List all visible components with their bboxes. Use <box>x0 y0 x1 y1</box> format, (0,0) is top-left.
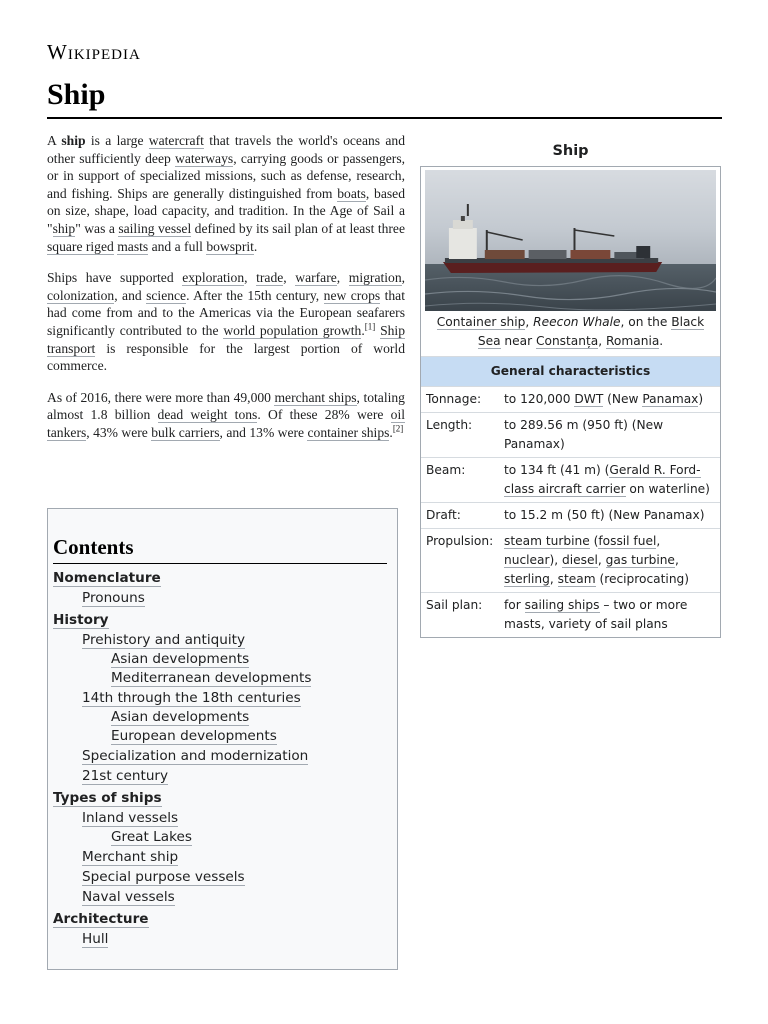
toc-item[interactable] <box>53 910 397 929</box>
text: . After the 15th century, <box>186 287 324 303</box>
text: (New <box>603 392 643 406</box>
link-steam-turbine[interactable]: steam turbine <box>504 534 590 548</box>
toc-item[interactable] <box>53 767 397 786</box>
link-ship[interactable]: ship <box>52 220 76 236</box>
text: A <box>47 133 62 148</box>
text: , on the <box>620 315 672 329</box>
text: (reciprocating) <box>595 572 690 586</box>
toc-item[interactable] <box>53 589 397 608</box>
link-romania[interactable]: Romania <box>606 334 660 348</box>
toc-item-label: Special purpose vessels <box>82 869 245 885</box>
text: , and 13% were <box>219 424 308 440</box>
infobox-row-beam <box>421 457 720 502</box>
row-value <box>504 596 720 634</box>
link-ship-transport[interactable]: Ship transport <box>47 322 406 356</box>
text: . <box>253 238 258 254</box>
toc-item[interactable] <box>53 789 397 808</box>
text: " was a <box>75 220 119 236</box>
title-divider <box>47 117 722 119</box>
toc-item-label: Inland vessels <box>82 810 179 826</box>
text: is responsible for the largest portion of world commerce. <box>47 340 405 374</box>
link-warfare[interactable]: warfare <box>295 270 337 286</box>
text: As of 2016, there were more than 49,000 <box>47 389 275 405</box>
reference-2[interactable]: [2] <box>392 423 404 434</box>
text: , <box>597 553 606 567</box>
toc-item[interactable] <box>53 727 397 746</box>
infobox-row-propulsion <box>421 528 720 592</box>
link-waterways[interactable]: waterways <box>175 150 234 166</box>
text: Ships have supported <box>47 270 183 286</box>
text: to 120,000 <box>504 392 575 406</box>
row-label: Length: <box>426 418 473 432</box>
row-value: to 289.56 m (950 ft) (New Panamax) <box>504 418 664 451</box>
text: , <box>549 572 558 586</box>
text: – two or more masts, variety of sail plans <box>504 598 688 631</box>
link-exploration[interactable]: exploration <box>182 270 245 286</box>
toc-item[interactable] <box>53 689 397 708</box>
row-label: Tonnage: <box>426 392 482 406</box>
toc-item-label: Naval vessels <box>82 889 175 905</box>
link-boats[interactable]: boats <box>337 185 366 201</box>
row-value <box>504 390 720 409</box>
infobox-row-sail-plan <box>421 592 720 637</box>
text: . <box>389 424 393 440</box>
container-ship-photo <box>425 170 716 311</box>
link-black-sea[interactable]: Black Sea <box>477 315 705 348</box>
toc-item[interactable] <box>53 930 397 949</box>
text: ( <box>589 534 599 548</box>
toc-item[interactable] <box>53 569 397 588</box>
text: defined by its sail plan of at least three <box>191 220 405 236</box>
toc-item[interactable] <box>53 669 397 688</box>
link-constanta[interactable]: Constanța <box>535 334 599 348</box>
ship-name: Reecon Whale <box>533 315 621 329</box>
text: on waterline) <box>625 482 710 496</box>
text: near <box>500 334 536 348</box>
text: , <box>525 315 534 329</box>
infobox-table <box>420 166 721 638</box>
text: , 43% were <box>86 424 152 440</box>
table-of-contents <box>47 508 398 970</box>
image-caption <box>421 311 720 356</box>
page-title: Ship <box>47 78 106 111</box>
text: that had come from and to the Americas via the European seafarers significantly contributed to the <box>47 287 405 338</box>
infobox-row-tonnage <box>421 386 720 412</box>
article-body <box>47 132 405 456</box>
toc-item[interactable] <box>53 809 397 828</box>
toc-item-label: 21st century <box>82 768 169 784</box>
link-sailing-ships[interactable]: sailing ships <box>524 598 600 612</box>
toc-item-label: Great Lakes <box>111 829 192 845</box>
infobox-caption: Ship <box>552 143 589 159</box>
link-fossil-fuel[interactable]: fossil fuel <box>598 534 657 548</box>
infobox-header: General characteristics <box>421 356 720 386</box>
toc-item-label: History <box>53 612 109 628</box>
link-migration[interactable]: migration <box>348 270 402 286</box>
link-square-riged[interactable]: square riged <box>47 238 114 254</box>
link-sailing-vessel[interactable]: sailing vessel <box>118 220 192 236</box>
text: . <box>659 334 664 348</box>
toc-item[interactable] <box>53 828 397 847</box>
text: is a large <box>85 133 149 148</box>
link-bowsprit[interactable]: bowsprit <box>206 238 254 254</box>
row-label: Draft: <box>426 508 461 522</box>
text: , based on size, shape, load capacity, and tradition. In the Age of Sail a " <box>47 185 406 236</box>
link-ford-class-carrier[interactable]: Gerald R. Ford-class aircraft carrier <box>504 463 701 496</box>
toc-item[interactable] <box>53 848 397 867</box>
link-science[interactable]: science <box>146 287 187 303</box>
infobox <box>420 140 721 638</box>
row-label: Beam: <box>426 463 466 477</box>
link-dead-weight-tons[interactable]: dead weight tons <box>157 407 258 423</box>
link-container-ship[interactable]: Container ship <box>436 315 526 329</box>
link-steam[interactable]: steam <box>557 572 596 586</box>
toc-item-label: 14th through the 18th centuries <box>82 690 301 706</box>
toc-item-label: European developments <box>111 728 277 744</box>
toc-title: Contents <box>53 535 387 564</box>
text: , totaling almost 1.8 billion <box>47 389 405 423</box>
bold-term-ship: ship <box>61 133 86 148</box>
toc-item-label: Specialization and modernization <box>82 748 309 764</box>
text: , and <box>114 287 147 303</box>
toc-item-label: Pronouns <box>82 590 145 606</box>
toc-item-label: Asian developments <box>111 651 250 667</box>
link-panamax[interactable]: Panamax <box>642 392 699 406</box>
link-diesel[interactable]: diesel <box>562 553 598 567</box>
text: , <box>656 534 661 548</box>
link-container-ships[interactable]: container ships <box>307 424 390 440</box>
row-label: Propulsion: <box>426 534 494 548</box>
paragraph-intro <box>47 132 405 255</box>
link-sterling[interactable]: sterling <box>504 572 550 586</box>
link-watercraft[interactable]: watercraft <box>148 133 204 148</box>
link-nuclear[interactable]: nuclear <box>504 553 550 567</box>
toc-item[interactable] <box>53 888 397 907</box>
toc-item-label: Prehistory and antiquity <box>82 632 246 648</box>
text: , <box>674 553 679 567</box>
row-value <box>504 532 720 589</box>
paragraph-history <box>47 269 405 375</box>
link-masts[interactable]: masts <box>117 238 149 254</box>
text: for <box>504 598 525 612</box>
row-value <box>504 461 720 499</box>
toc-item-label: Hull <box>82 931 109 947</box>
text: , <box>244 270 257 286</box>
toc-list <box>53 569 397 949</box>
row-value: to 15.2 m (50 ft) (New Panamax) <box>504 508 705 522</box>
toc-item-label: Nomenclature <box>53 570 161 586</box>
text: , <box>401 270 406 286</box>
toc-item[interactable] <box>53 868 397 887</box>
link-world-population-growth[interactable]: world population growth <box>223 322 362 338</box>
infobox-row-draft <box>421 502 720 528</box>
link-new-crops[interactable]: new crops <box>323 287 381 303</box>
text: , <box>336 270 349 286</box>
paragraph-statistics <box>47 389 405 442</box>
text: , carrying goods or passengers, or in support of specialized missions, such as defense, research, and fishing. Ships are generally distinguished from <box>47 150 406 201</box>
reference-1[interactable]: [1] <box>364 321 376 332</box>
link-trade[interactable]: trade <box>256 270 284 286</box>
text: , <box>598 334 606 348</box>
infobox-row-length <box>421 412 720 457</box>
row-label: Sail plan: <box>426 598 483 612</box>
link-bulk-carriers[interactable]: bulk carriers <box>151 424 220 440</box>
text: . <box>361 322 365 338</box>
toc-item-label: Asian developments <box>111 709 250 725</box>
link-gas-turbine[interactable]: gas turbine <box>605 553 675 567</box>
wikipedia-logo[interactable]: Wikipedia <box>47 40 141 64</box>
toc-item-label: Merchant ship <box>82 849 179 865</box>
text: and a full <box>148 238 207 254</box>
toc-item[interactable] <box>53 631 397 650</box>
link-merchant-ships[interactable]: merchant ships <box>274 389 357 405</box>
text: that travels the world's oceans and other sufficiently deep <box>47 133 405 166</box>
text: , <box>283 270 296 286</box>
text: . Of these 28% were <box>257 407 391 423</box>
toc-item[interactable] <box>53 708 397 727</box>
text: ), <box>549 553 563 567</box>
link-dwt[interactable]: DWT <box>574 392 604 406</box>
toc-item-label: Types of ships <box>53 790 162 806</box>
text: to 134 ft (41 m) ( <box>504 463 610 477</box>
toc-item-label: Architecture <box>53 911 149 927</box>
toc-item[interactable] <box>53 611 397 630</box>
toc-item[interactable] <box>53 650 397 669</box>
toc-item-label: Mediterranean developments <box>111 670 312 686</box>
ship-image[interactable] <box>425 170 716 311</box>
text: ) <box>698 392 704 406</box>
toc-item[interactable] <box>53 747 397 766</box>
link-colonization[interactable]: colonization <box>47 287 115 303</box>
link-oil-tankers[interactable]: oil tankers <box>47 407 406 440</box>
